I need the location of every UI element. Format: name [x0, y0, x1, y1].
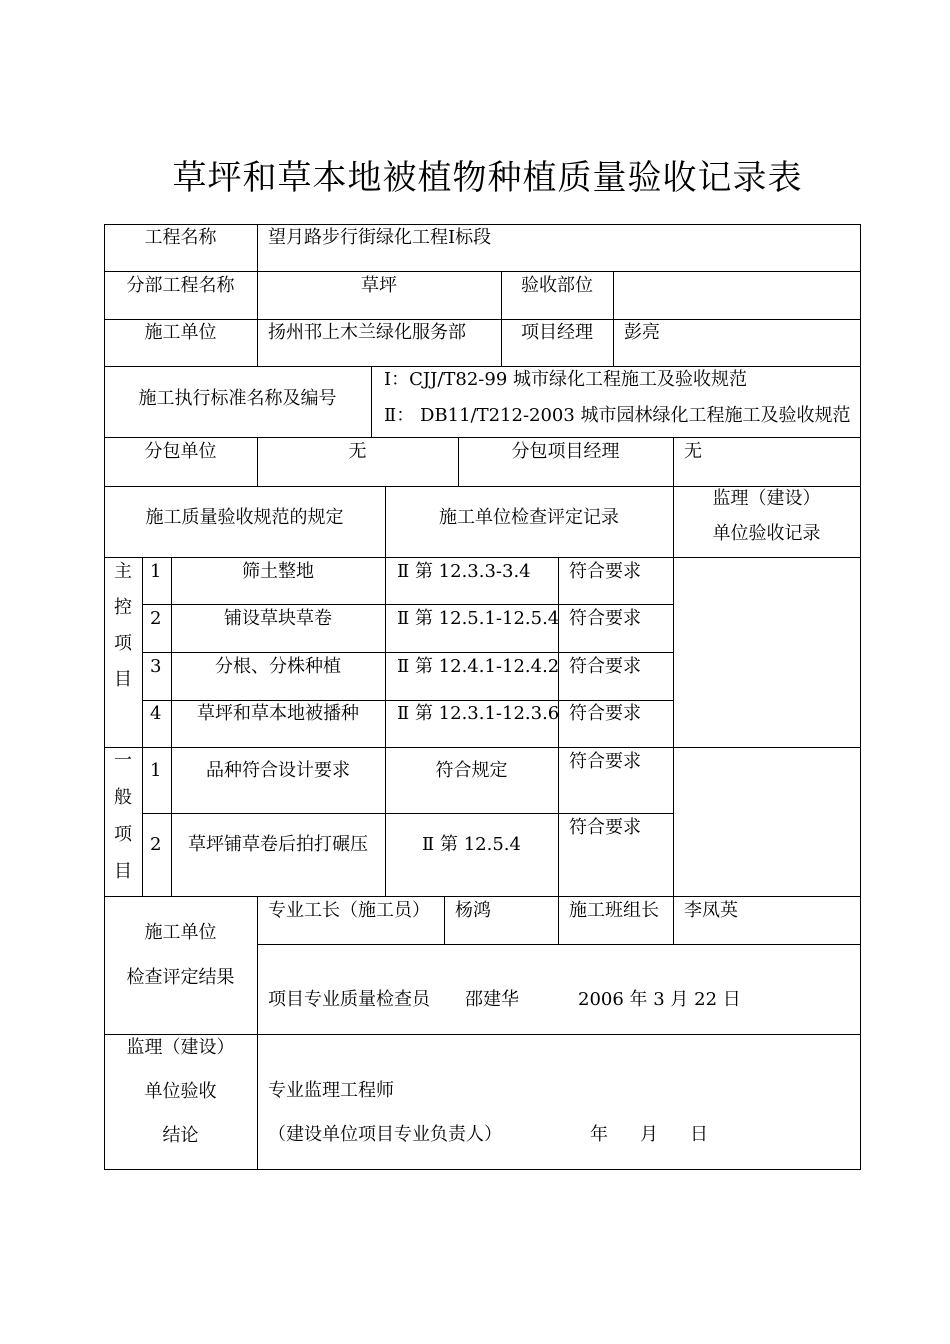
item-result: 符合要求	[569, 608, 641, 629]
item-result: 符合要求	[569, 561, 641, 582]
item-result: 符合要求	[569, 751, 641, 772]
item-name: 铺设草块草卷	[224, 608, 332, 629]
vertical-char: 目	[114, 861, 132, 882]
project-manager-label: 项目经理	[521, 322, 593, 343]
header-supervision-2: 单位验收记录	[712, 523, 821, 544]
item-clause: 符合规定	[435, 760, 508, 781]
owner-label: （建设单位项目专业负责人）	[268, 1124, 502, 1145]
col-line	[673, 896, 674, 944]
col-line	[257, 896, 258, 1170]
construction-unit: 扬州邗上木兰绿化服务部	[268, 322, 466, 343]
engineer-label: 专业监理工程师	[268, 1080, 394, 1101]
inspection-date: 2006 年 3 月 22 日	[578, 989, 741, 1010]
vertical-char: 般	[114, 787, 132, 808]
table-border-top	[104, 224, 861, 225]
row-line	[142, 813, 674, 814]
row-line	[142, 700, 674, 701]
table-border-bottom	[104, 1169, 861, 1170]
row-line	[104, 1034, 861, 1035]
col-line	[673, 486, 674, 896]
sub-project: 草坪	[361, 275, 397, 296]
row-line	[142, 604, 674, 605]
vertical-char: 控	[114, 597, 132, 618]
vertical-char: 项	[114, 824, 132, 845]
row-line	[104, 366, 861, 367]
item-name: 品种符合设计要求	[206, 760, 350, 781]
item-number: 2	[150, 834, 162, 855]
construction-unit-label: 施工单位	[144, 322, 217, 343]
standard-2: Ⅱ： DB11/T212-2003 城市园林绿化工程施工及验收规范	[384, 405, 851, 426]
supervision-label-2: 单位验收	[144, 1081, 217, 1102]
month-label: 月	[640, 1124, 658, 1145]
project-name-label: 工程名称	[144, 227, 217, 248]
sub-manager-label: 分包项目经理	[511, 441, 620, 462]
col-line	[142, 557, 143, 896]
col-line	[673, 437, 674, 486]
sub-manager: 无	[684, 441, 702, 462]
acceptance-part-label: 验收部位	[521, 275, 593, 296]
row-line	[142, 652, 674, 653]
day-label: 日	[690, 1124, 708, 1145]
item-number: 1	[150, 561, 162, 582]
construction-result-label-1: 施工单位	[144, 922, 217, 943]
item-clause: Ⅱ 第 12.3.3-3.4	[397, 561, 531, 582]
item-name: 草坪和草本地被播种	[197, 703, 359, 724]
row-line	[104, 319, 861, 320]
row-line	[257, 944, 861, 945]
row-line	[104, 271, 861, 272]
construction-result-label-2: 检查评定结果	[126, 967, 235, 988]
page-title: 草坪和草本地被植物种植质量验收记录表	[172, 158, 803, 198]
row-line	[104, 747, 861, 748]
standard-label: 施工执行标准名称及编号	[138, 388, 337, 409]
item-name: 草坪铺草卷后拍打碾压	[188, 834, 368, 855]
item-number: 4	[150, 703, 162, 724]
col-line	[371, 366, 372, 437]
sub-project-label: 分部工程名称	[126, 275, 235, 296]
team-leader-label: 施工班组长	[569, 900, 659, 921]
subcontractor: 无	[348, 441, 367, 462]
project-manager: 彭亮	[624, 322, 660, 343]
supervision-label-1: 监理（建设）	[126, 1037, 235, 1058]
vertical-char: 一	[114, 750, 132, 771]
table-border-right	[860, 224, 861, 1170]
standard-1: Ⅰ：CJJ/T82-99 城市绿化工程施工及验收规范	[384, 369, 747, 390]
inspector: 邵建华	[465, 989, 519, 1010]
item-number: 1	[150, 760, 162, 781]
item-name: 筛土整地	[242, 561, 314, 582]
project-name: 望月路步行街绿化工程Ⅰ标段	[268, 227, 492, 248]
col-line	[613, 271, 614, 366]
item-result: 符合要求	[569, 703, 641, 724]
vertical-char: 主	[114, 561, 132, 582]
row-line	[104, 486, 861, 487]
col-line	[558, 896, 559, 944]
row-line	[104, 896, 861, 897]
item-result: 符合要求	[569, 656, 641, 677]
subcontractor-label: 分包单位	[144, 441, 217, 462]
item-result: 符合要求	[569, 817, 641, 838]
foreman: 杨鸿	[455, 900, 491, 921]
col-line	[444, 896, 445, 944]
foreman-label: 专业工长（施工员）	[268, 900, 430, 921]
supervision-label-3: 结论	[162, 1125, 199, 1146]
item-number: 2	[150, 608, 162, 629]
item-clause: Ⅱ 第 12.4.1-12.4.2	[397, 656, 560, 677]
item-clause: Ⅱ 第 12.5.1-12.5.4	[397, 608, 560, 629]
row-line	[104, 437, 861, 438]
inspector-label: 项目专业质量检查员	[268, 989, 430, 1010]
item-name: 分根、分株种植	[215, 656, 341, 677]
header-spec: 施工质量验收规范的规定	[145, 507, 344, 528]
item-clause: Ⅱ 第 12.5.4	[422, 834, 521, 855]
header-check-record: 施工单位检查评定记录	[439, 507, 619, 528]
row-line	[104, 557, 861, 558]
vertical-char: 目	[114, 669, 132, 690]
item-number: 3	[150, 656, 162, 677]
team-leader: 李凤英	[684, 900, 738, 921]
header-supervision-1: 监理（建设）	[712, 488, 821, 509]
item-clause: Ⅱ 第 12.3.1-12.3.6	[397, 703, 560, 724]
vertical-char: 项	[114, 633, 132, 654]
year-label: 年	[590, 1124, 608, 1145]
